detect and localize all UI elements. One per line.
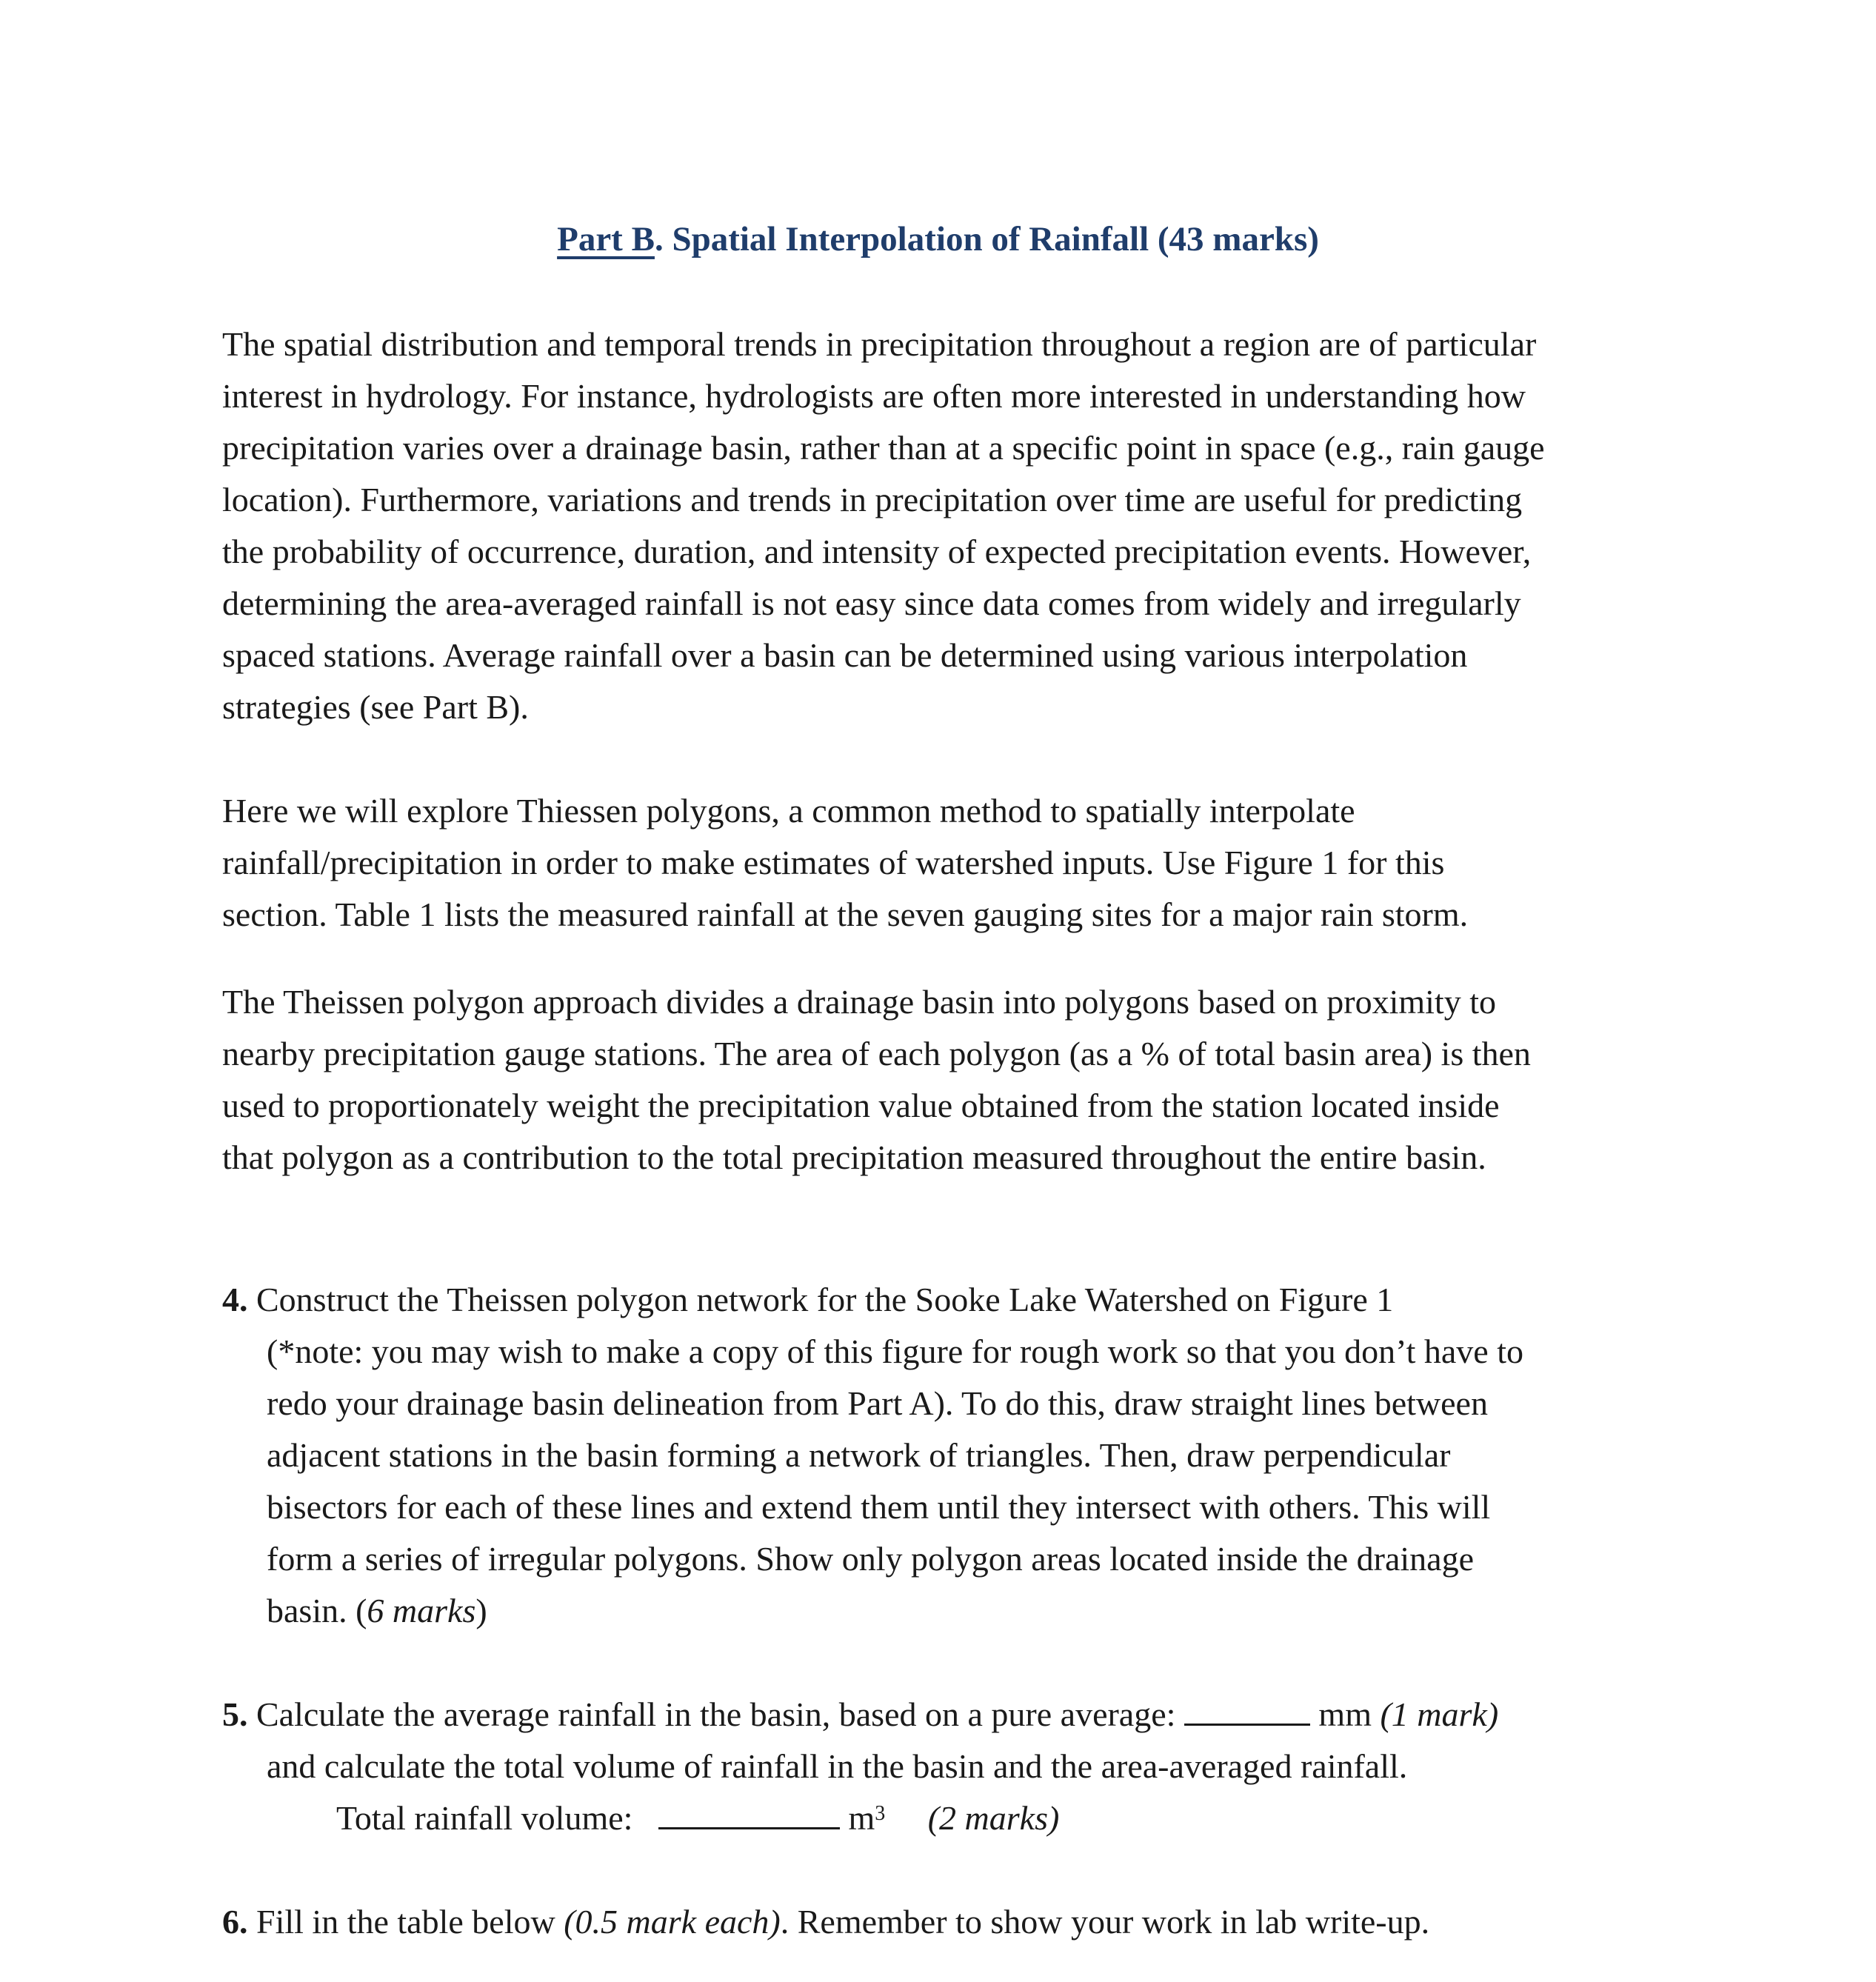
question-line: bisectors for each of these lines and extend them until they intersect with others. This will	[267, 1488, 1491, 1526]
question-line: and calculate the total volume of rainfall in the basin and the area-averaged rainfall.	[267, 1747, 1408, 1785]
question-line: adjacent stations in the basin forming a network of triangles. Then, draw perpendicular	[267, 1436, 1451, 1474]
question-line: (*note: you may wish to make a copy of this figure for rough work so that you don’t have to	[267, 1332, 1523, 1370]
text-line: The Theissen polygon approach divides a drainage basin into polygons based on proximity to	[222, 983, 1496, 1021]
question-number: 4.	[222, 1281, 248, 1318]
question-text: Fill in the table below	[247, 1903, 564, 1941]
part-label: Part B	[557, 220, 655, 258]
unit-label: mm	[1309, 1695, 1381, 1733]
text-line: The spatial distribution and temporal trends in precipitation throughout a region are of particular	[222, 325, 1537, 363]
title-text: . Spatial Interpolation of Rainfall (43 marks)	[654, 220, 1319, 258]
question-line: form a series of irregular polygons. Show only polygon areas located inside the drainage	[267, 1540, 1474, 1578]
answer-blank-average[interactable]	[1184, 1694, 1310, 1726]
question-text: )	[475, 1592, 487, 1629]
field-label: Total rainfall volume:	[336, 1799, 633, 1837]
question-number: 6.	[222, 1903, 248, 1941]
text-line: Here we will explore Thiessen polygons, a common method to spatially interpolate	[222, 792, 1355, 830]
text-line: interest in hydrology. For instance, hydrologists are often more interested in understanding how	[222, 377, 1526, 415]
question-line	[267, 1585, 487, 1637]
text-line: spaced stations. Average rainfall over a basin can be determined using various interpolation	[222, 636, 1468, 674]
text-line: strategies (see Part B).	[222, 688, 529, 726]
question-text: . Remember to show your work in lab write-up.	[780, 1903, 1430, 1941]
unit-label: m	[848, 1799, 875, 1837]
marks-label: (0.5 mark each)	[564, 1903, 781, 1941]
text-line: section. Table 1 lists the measured rainfall at the seven gauging sites for a major rain storm.	[222, 895, 1469, 933]
answer-blank-volume[interactable]	[658, 1798, 840, 1829]
marks-label: 6 marks	[367, 1592, 476, 1629]
question-line: redo your drainage basin delineation from Part A). To do this, draw straight lines between	[267, 1384, 1488, 1422]
text-line: used to proportionately weight the precipitation value obtained from the station located inside	[222, 1087, 1500, 1124]
text-line: rainfall/precipitation in order to make estimates of watershed inputs. Use Figure 1 for this	[222, 844, 1445, 881]
text-line: nearby precipitation gauge stations. The area of each polygon (as a % of total basin area) is then	[222, 1035, 1531, 1072]
question-line	[222, 1689, 1498, 1741]
unit-superscript: 3	[875, 1802, 886, 1825]
text-line: precipitation varies over a drainage basin, rather than at a specific point in space (e.g., rain gauge	[222, 429, 1545, 467]
text-line: that polygon as a contribution to the total precipitation measured throughout the entire basin.	[222, 1138, 1486, 1176]
question-line	[222, 1274, 1393, 1326]
question-line	[336, 1792, 1059, 1844]
question-text: basin. (	[267, 1592, 367, 1629]
marks-label: (1 mark)	[1380, 1695, 1499, 1733]
marks-label: (2 marks)	[927, 1799, 1060, 1837]
text-line: the probability of occurrence, duration, and intensity of expected precipitation events. However,	[222, 533, 1532, 570]
question-text: Calculate the average rainfall in the basin, based on a pure average:	[247, 1695, 1176, 1733]
section-title	[0, 219, 1876, 259]
question-text: Construct the Theissen polygon network for the Sooke Lake Watershed on Figure 1	[247, 1281, 1394, 1318]
question-number: 5.	[222, 1695, 248, 1733]
text-line: location). Furthermore, variations and trends in precipitation over time are useful for predicting	[222, 481, 1523, 518]
question-line	[222, 1896, 1429, 1948]
text-line: determining the area-averaged rainfall is not easy since data comes from widely and irregularly	[222, 584, 1521, 622]
